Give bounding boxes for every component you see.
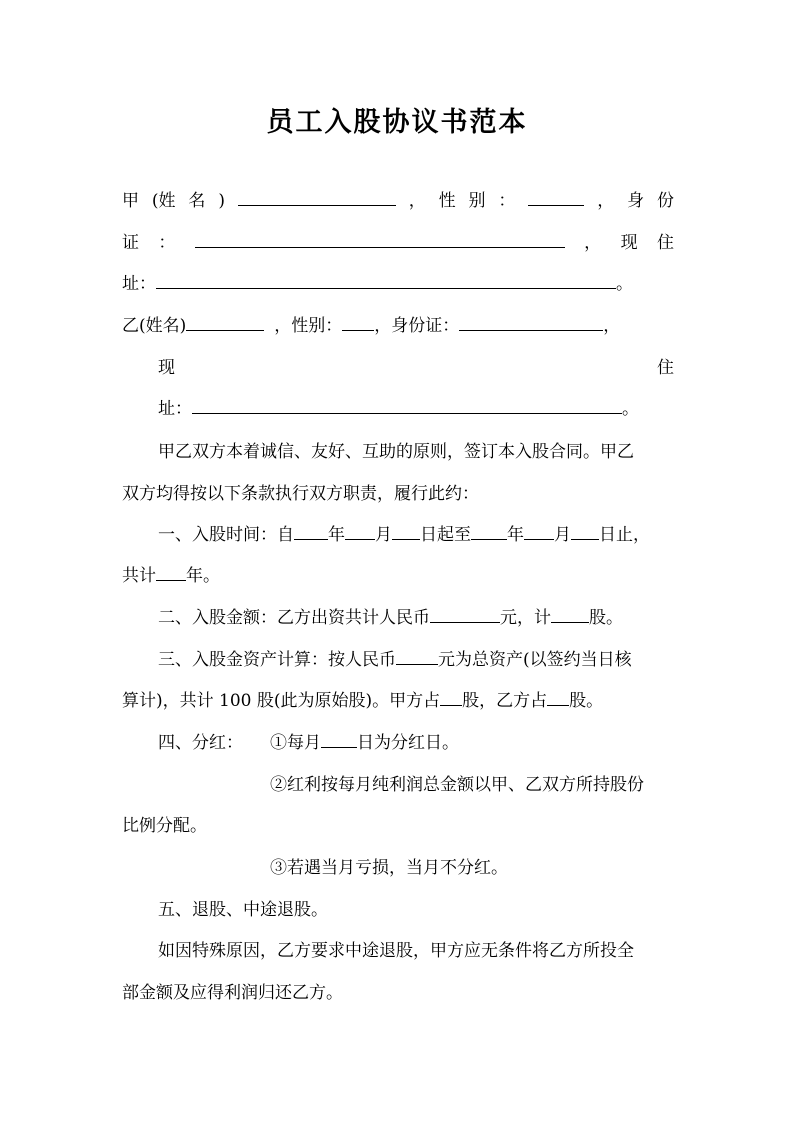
party-b-shares-blank[interactable] [547, 686, 569, 706]
day-blank[interactable] [571, 520, 599, 540]
clause-1-line-2 [122, 561, 674, 591]
gender-blank[interactable] [342, 311, 374, 331]
address-blank[interactable] [156, 269, 616, 289]
clause-5-line-2: 部金额及应得利润归还乙方。 [122, 983, 343, 1003]
text: 年 [328, 525, 345, 545]
text: ， [584, 233, 602, 253]
text: (姓 [151, 191, 176, 211]
text: 。 [622, 399, 639, 419]
text: ， [408, 191, 426, 211]
text: 元，计 [500, 608, 551, 628]
clause-4-line-1 [158, 728, 674, 758]
month-blank[interactable] [345, 520, 375, 540]
text: 日起至 [420, 525, 471, 545]
clause-4-item-2-line-2: 比例分配。 [122, 816, 207, 836]
text: 甲 [122, 191, 139, 211]
text: ， [597, 191, 615, 211]
day-blank[interactable] [392, 520, 420, 540]
text: 身 [627, 191, 645, 211]
text: 证 [122, 233, 139, 253]
name-blank[interactable] [186, 311, 264, 331]
address-blank[interactable] [192, 394, 622, 414]
text: 二、入股金额：乙方出资共计人民币 [158, 608, 430, 628]
name-blank[interactable] [238, 186, 396, 206]
clause-1-line-1 [158, 520, 674, 550]
text: ①每月 [270, 733, 321, 753]
text: 名 [188, 191, 206, 211]
text: 份 [656, 191, 674, 211]
party-b-line-2 [122, 353, 674, 383]
text: ， [603, 316, 621, 336]
clause-3-line-1 [158, 645, 674, 675]
clause-4-label: 四、分红： [158, 733, 243, 753]
text: 址： [122, 274, 156, 294]
text: 日止， [599, 525, 650, 545]
text: 算计)，共计 100 股(此为原始股)。甲方占 [122, 691, 441, 711]
total-years-blank[interactable] [156, 561, 186, 581]
party-b-line-1 [122, 311, 674, 341]
clause-5-line-1: 如因特殊原因，乙方要求中途退股，甲方应无条件将乙方所投全 [158, 941, 634, 961]
text: 三、入股金资产计算：按人民币 [158, 650, 396, 670]
id-blank[interactable] [195, 228, 565, 248]
text: 元为总资产(以签约当日核 [438, 650, 632, 670]
party-a-line-1 [122, 186, 674, 216]
text: 共计 [122, 566, 156, 586]
dividend-day-blank[interactable] [321, 728, 357, 748]
text: ，身份证： [374, 316, 460, 336]
party-a-line-2 [122, 228, 674, 258]
text: 股，乙方占 [462, 691, 548, 711]
text: 月 [375, 525, 392, 545]
clause-4-item-2-line-1: ②红利按每月纯利润总金额以甲、乙双方所持股份 [270, 775, 644, 795]
text: 年。 [186, 566, 220, 586]
month-blank[interactable] [524, 520, 554, 540]
text: 址： [158, 399, 192, 419]
clause-4-item-3: ③若遇当月亏损，当月不分红。 [270, 858, 508, 878]
intro-line-2: 双方均得按以下条款执行双方职责，履行此约： [122, 484, 479, 504]
clause-3-line-2 [122, 686, 674, 716]
text: 性 [438, 191, 456, 211]
clause-2-line [158, 603, 674, 633]
party-a-shares-blank[interactable] [440, 686, 462, 706]
party-b-line-3 [122, 394, 674, 424]
text: ： [498, 191, 516, 211]
intro-line-1: 甲乙双方本着诚信、友好、互助的原则，签订本入股合同。甲乙 [158, 442, 634, 462]
text: ： [158, 233, 176, 253]
gender-blank[interactable] [528, 186, 584, 206]
text: 日为分红日。 [357, 733, 459, 753]
amount-blank[interactable] [430, 603, 500, 623]
year-blank[interactable] [471, 520, 507, 540]
text: ) [218, 191, 225, 211]
year-blank[interactable] [294, 520, 328, 540]
text: 一、入股时间：自 [158, 525, 294, 545]
text: 现 [158, 358, 175, 378]
total-assets-blank[interactable] [396, 645, 438, 665]
text: 乙(姓名) [122, 316, 187, 336]
text: 住 [657, 358, 674, 378]
text: 住 [656, 233, 674, 253]
text: 股。 [589, 608, 623, 628]
text: 现 [620, 233, 638, 253]
clause-5-heading: 五、退股、中途退股。 [158, 900, 328, 920]
text: 股。 [569, 691, 604, 711]
id-blank[interactable] [459, 311, 603, 331]
text: 年 [507, 525, 524, 545]
party-a-line-3 [122, 269, 674, 299]
text: 月 [554, 525, 571, 545]
text: 。 [616, 274, 633, 294]
document-title: 员工入股协议书范本 [266, 107, 528, 138]
shares-blank[interactable] [551, 603, 589, 623]
text: ，性别： [274, 316, 343, 336]
text: 别 [468, 191, 486, 211]
